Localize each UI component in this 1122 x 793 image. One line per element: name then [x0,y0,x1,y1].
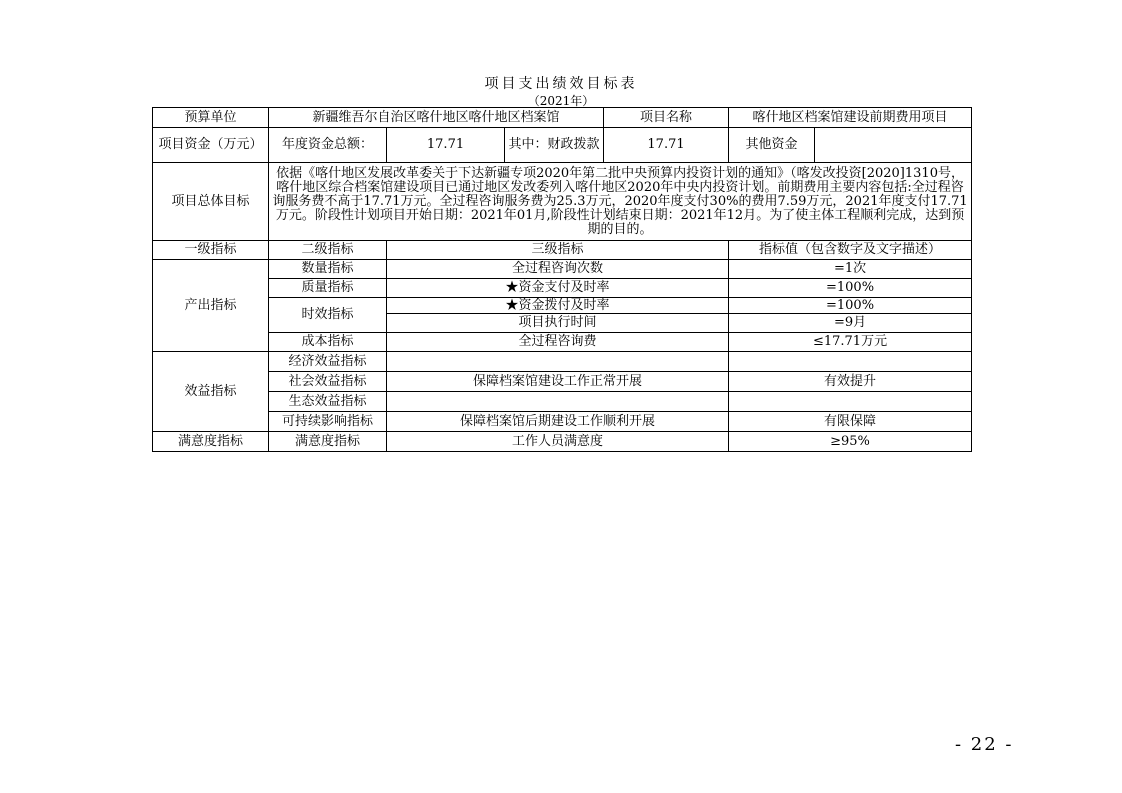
page-number: - 22 - [955,734,1014,755]
sustainable-impact-item: 保障档案馆后期建设工作顺利开展 [387,412,729,432]
satisfaction-item: 工作人员满意度 [387,432,729,452]
output-indicator-label: 产出指标 [153,260,269,352]
ecological-benefit-label: 生态效益指标 [269,392,387,412]
economic-benefit-item [387,352,729,372]
ecological-benefit-item [387,392,729,412]
indicator-header-row [153,241,972,260]
budget-unit-row [153,108,972,128]
table-row [153,432,972,452]
table-row [153,412,972,432]
quantity-indicator-value: =1次 [729,260,972,279]
execution-time-value: =9月 [729,314,972,333]
sustainable-impact-value: 有限保障 [729,412,972,432]
quality-indicator-label: 质量指标 [269,279,387,298]
social-benefit-item: 保障档案馆建设工作正常开展 [387,372,729,392]
quality-indicator-item: ★资金支付及时率 [387,279,729,298]
fiscal-funds-label: 其中：财政拨款 [505,128,604,163]
table-row [153,333,972,352]
table-row [153,279,972,298]
timeliness-indicator-item: ★资金拨付及时率 [387,298,729,314]
overall-goal-row [153,163,972,241]
overall-goal-text: 依据《喀什地区发展改革委关于下达新疆专项2020年第二批中央预算内投资计划的通知》（喀发改投资[2020]1310号，喀什地区综合档案馆建设项目已通过地区发改委列入喀什地区2020年中央内投资计划。前期费用主要内容包括:全过程咨询服务费不高于17.71万元。全过程咨询服务费为25.3万元，2020年度支付30%的费用7.59万元，2021年度支付17.71万元。阶段性计划项目开始日期：2021年01月,阶段性计划结束日期：2021年12月。为了使主体工程顺利完成，达到预期的目的。 [269,163,972,241]
table-row [153,352,972,372]
annual-total-value: 17.71 [387,128,505,163]
sustainable-impact-label: 可持续影响指标 [269,412,387,432]
satisfaction-value: ≥95% [729,432,972,452]
economic-benefit-value [729,352,972,372]
budget-unit-label: 预算单位 [153,108,269,128]
execution-time-item: 项目执行时间 [387,314,729,333]
quantity-indicator-label: 数量指标 [269,260,387,279]
project-name-value: 喀什地区档案馆建设前期费用项目 [729,108,972,128]
project-funds-row [153,128,972,163]
header-value: 指标值（包含数字及文字描述） [729,241,972,260]
other-funds-label: 其他资金 [729,128,815,163]
page-subtitle: （2021年） [527,94,595,108]
annual-total-label: 年度资金总额： [269,128,387,163]
table-row [153,392,972,412]
budget-unit-value: 新疆维吾尔自治区喀什地区喀什地区档案馆 [269,108,604,128]
other-funds-value [815,128,972,163]
project-name-label: 项目名称 [604,108,729,128]
table-row [153,260,972,279]
social-benefit-label: 社会效益指标 [269,372,387,392]
table-row [153,372,972,392]
cost-indicator-label: 成本指标 [269,333,387,352]
satisfaction-indicator-label: 满意度指标 [153,432,269,452]
benefit-indicator-label: 效益指标 [153,352,269,432]
overall-goal-label: 项目总体目标 [153,163,269,241]
header-level2: 二级指标 [269,241,387,260]
ecological-benefit-value [729,392,972,412]
quality-indicator-value: =100% [729,279,972,298]
economic-benefit-label: 经济效益指标 [269,352,387,372]
fiscal-funds-value: 17.71 [604,128,729,163]
header-level1: 一级指标 [153,241,269,260]
cost-indicator-value: ≤17.71万元 [729,333,972,352]
project-funds-label: 项目资金（万元） [153,128,269,163]
performance-target-table [152,107,972,452]
table-row [153,298,972,314]
satisfaction-sub-label: 满意度指标 [269,432,387,452]
timeliness-indicator-label: 时效指标 [269,298,387,333]
cost-indicator-item: 全过程咨询费 [387,333,729,352]
header-level3: 三级指标 [387,241,729,260]
page-title: 项目支出绩效目标表 [484,76,638,92]
timeliness-indicator-value: =100% [729,298,972,314]
social-benefit-value: 有效提升 [729,372,972,392]
quantity-indicator-item: 全过程咨询次数 [387,260,729,279]
